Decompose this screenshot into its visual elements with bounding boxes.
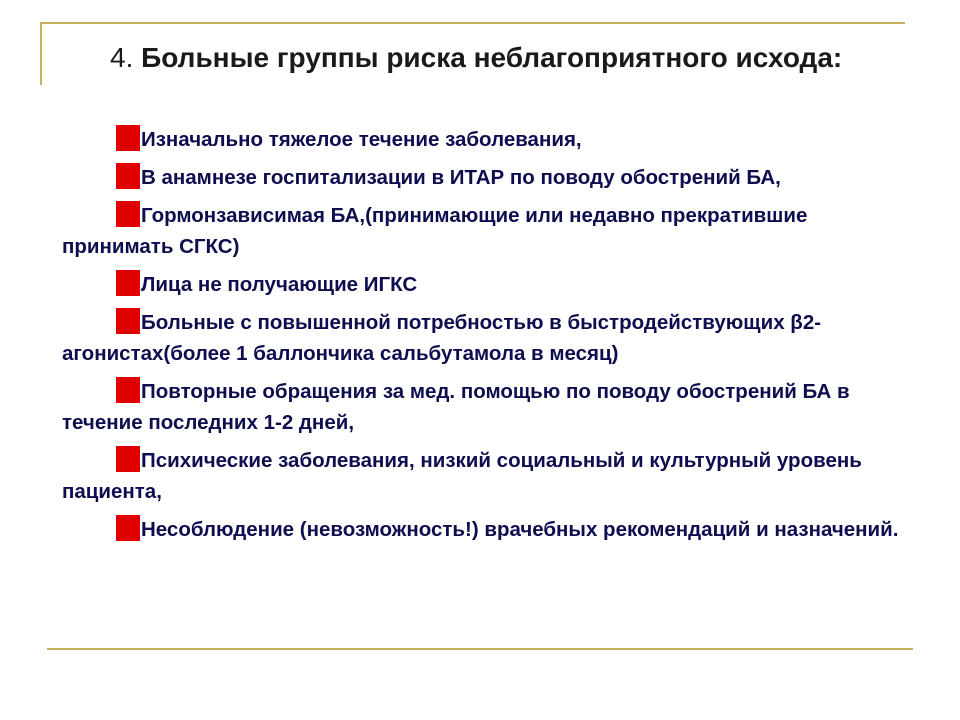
list-item (62, 269, 912, 300)
list-item (62, 307, 912, 369)
list-item-text: Изначально тяжелое течение заболевания, (141, 128, 582, 151)
list-item-text: Несоблюдение (невозможность!) врачебных рекомендаций и назначений. (141, 518, 899, 541)
list-item (62, 445, 912, 507)
list-item (62, 376, 912, 438)
slide-title (62, 40, 902, 76)
square-bullet-icon (116, 515, 140, 541)
list-item-text: Психические заболевания, низкий социальный и культурный уровень пациента, (62, 449, 862, 503)
title-text: Больные группы риска неблагоприятного исхода: (141, 42, 843, 73)
square-bullet-icon (116, 163, 140, 189)
square-bullet-icon (116, 446, 140, 472)
list-item-text: Лица не получающие ИГКС (141, 273, 418, 296)
square-bullet-icon (116, 201, 140, 227)
frame-bottom-rule (47, 648, 913, 650)
title-number: 4. (110, 42, 134, 73)
square-bullet-icon (116, 308, 140, 334)
frame-top-rule (40, 22, 905, 24)
square-bullet-icon (116, 270, 140, 296)
list-item (62, 124, 912, 155)
square-bullet-icon (116, 377, 140, 403)
frame-left-rule (40, 22, 42, 85)
list-item-text: Повторные обращения за мед. помощью по поводу обострений БА в течение последних 1-2 дней, (62, 380, 850, 434)
list-item-text: В анамнезе госпитализации в ИТАР по поводу обострений БА, (141, 166, 781, 189)
list-item-text: Гормонзависимая БА,(принимающие или недавно прекратившие принимать СГКС) (62, 204, 808, 258)
list-item (62, 514, 912, 545)
list-item (62, 162, 912, 193)
list-item-text: Больные с повышенной потребностью в быстродействующих β2-агонистах(более 1 баллончика сальбутамола в месяц) (62, 311, 822, 365)
risk-group-list (62, 124, 912, 552)
square-bullet-icon (116, 125, 140, 151)
list-item (62, 200, 912, 262)
